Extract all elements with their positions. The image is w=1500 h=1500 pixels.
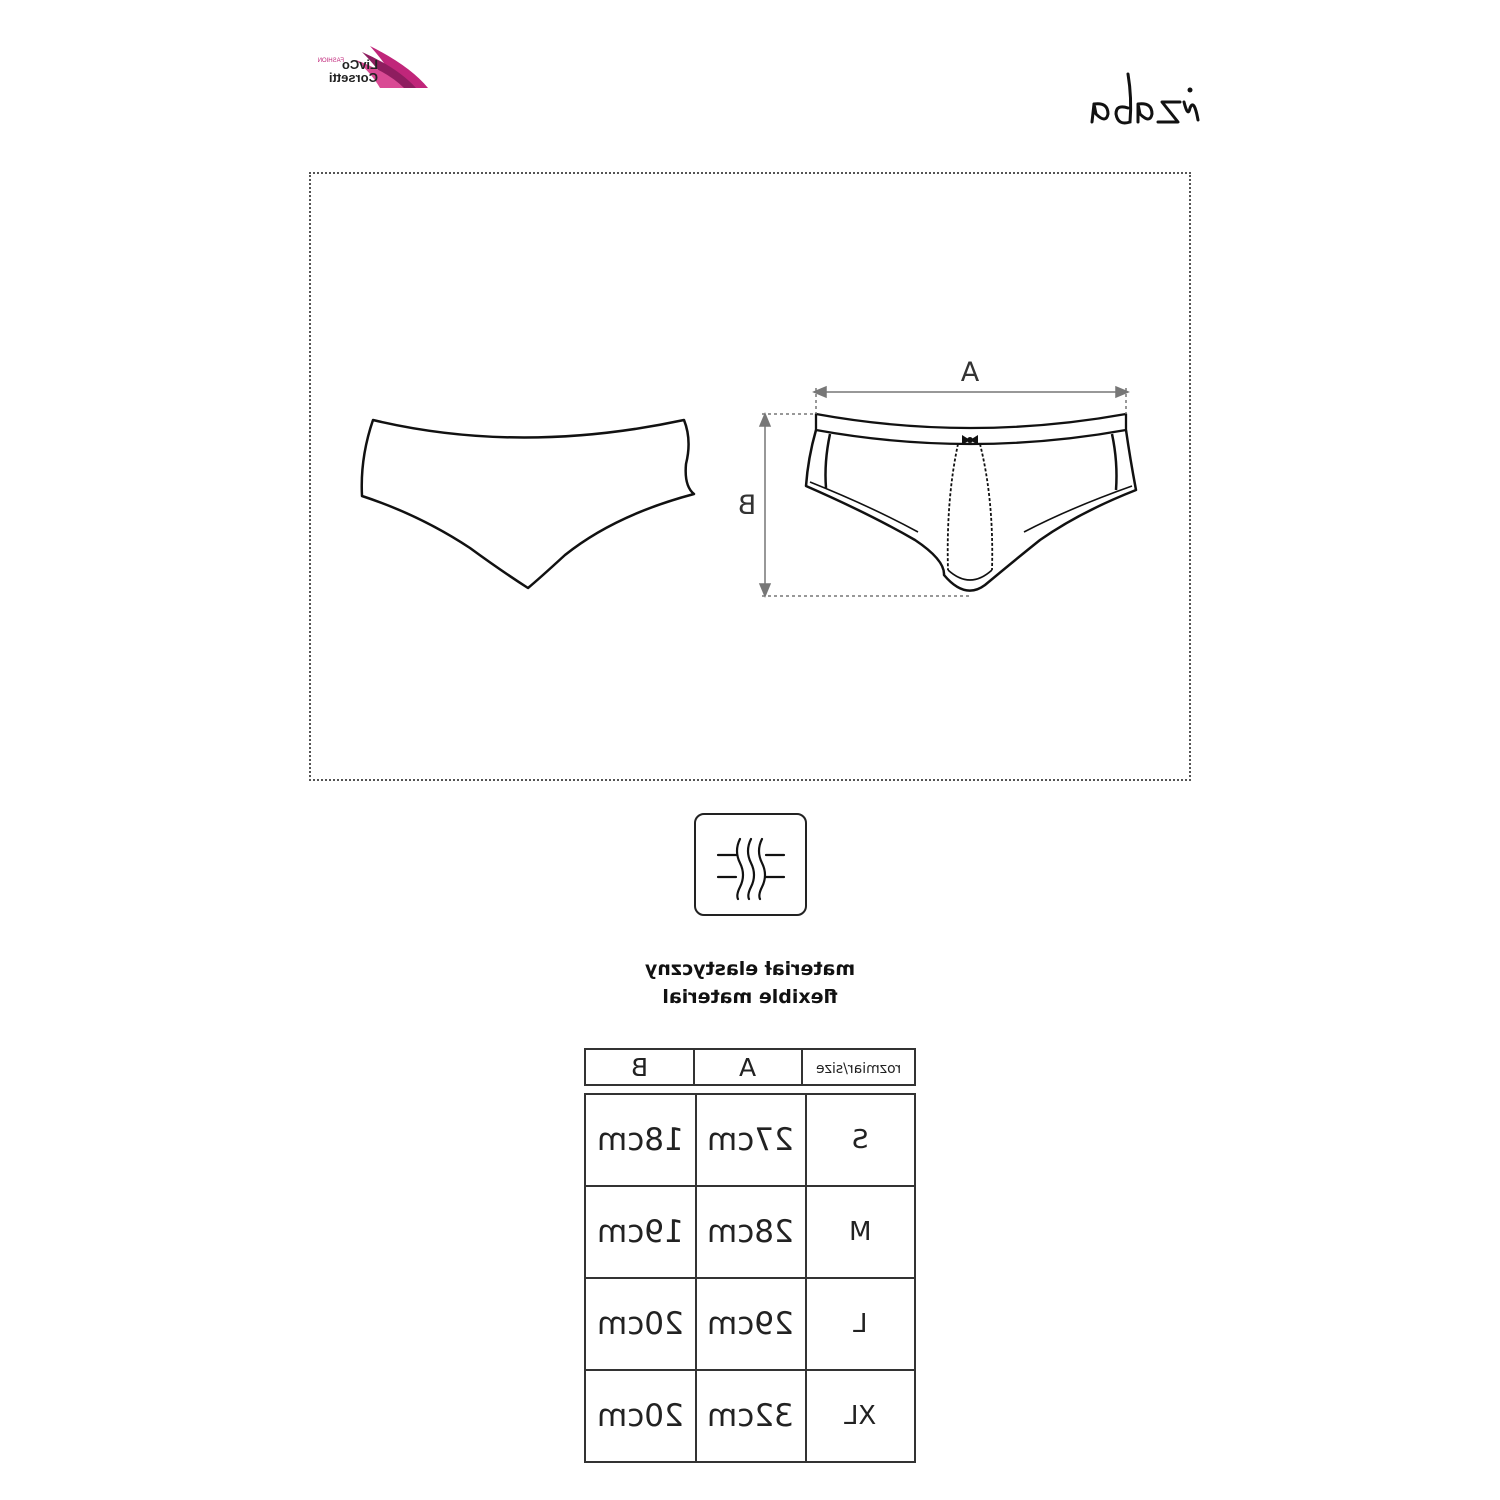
cell-b: 18cm [596,1122,684,1158]
cell-size: M [849,1217,872,1247]
header-b: B [630,1052,648,1082]
cell-size: S [852,1125,869,1155]
fabric-icon-box [694,813,807,916]
cell-size: XL [844,1401,877,1431]
cell-size: L [853,1309,868,1339]
size-table [584,1093,916,1463]
cell-a: 32cm [707,1398,795,1434]
cell-b: 19cm [596,1214,684,1250]
caption-english: flexible material [662,986,838,1008]
table-row [585,1370,915,1462]
stretch-fabric-icon [704,823,798,907]
measure-a-label: A [960,357,980,388]
cell-b: 20cm [596,1398,684,1434]
header-a: A [739,1052,757,1082]
svg-text:Corsetti: Corsetti [328,70,378,85]
cell-b: 20cm [596,1306,684,1342]
cell-a: 27cm [707,1122,795,1158]
header-size: rozmiar/size [815,1060,902,1077]
panty-back-view [362,420,694,588]
table-row [585,1186,915,1278]
svg-text:FASHION: FASHION [318,58,344,64]
measure-a-dimension [814,387,1128,414]
caption-polish: materiał elastyczny [644,958,856,980]
table-row [585,1094,915,1186]
svg-text:LivCo: LivCo [341,57,378,72]
table-row [585,1278,915,1370]
cell-a: 29cm [707,1306,795,1342]
size-table-header [584,1048,916,1086]
fabric-caption [550,955,950,1011]
measure-b-label: B [737,490,757,521]
cell-a: 28cm [707,1214,795,1250]
